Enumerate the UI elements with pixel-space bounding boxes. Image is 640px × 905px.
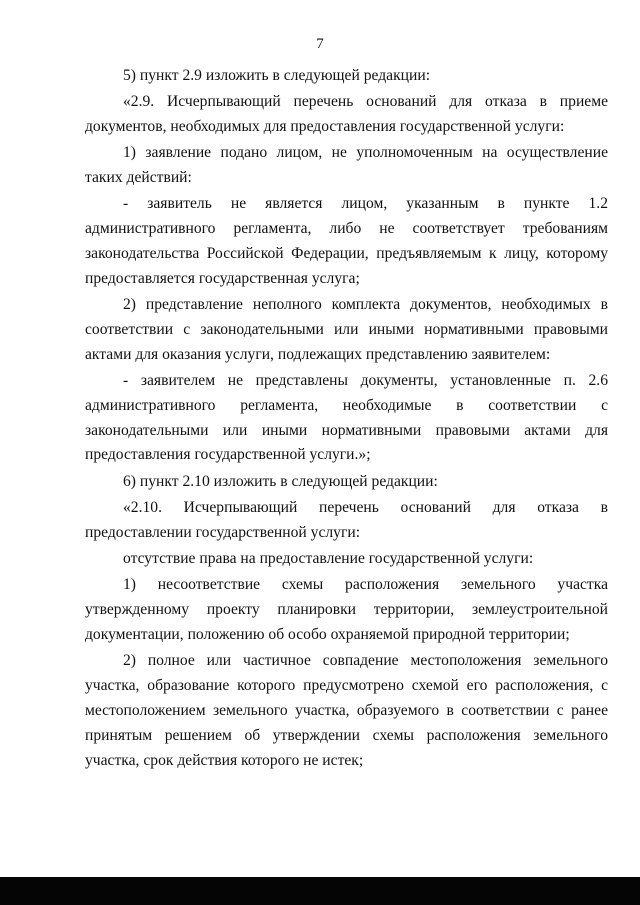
- paragraph-2-9-item-2-detail: - заявителем не представлены документы, установленные п. 2.6 административного регламента, необходимые в соответствии с законодательными или иными нормативными правовыми актами для предоставления государственной услуги.»;: [85, 372, 608, 464]
- paragraph-2-10-intro: отсутствие права на предоставление государственной услуги:: [123, 550, 534, 568]
- paragraph-2-10-title: «2.10. Исчерпывающий перечень оснований для отказа в предоставлении государственной услуги:: [85, 499, 608, 541]
- paragraph-2-10-item-1: 1) несоответствие схемы расположения земельного участка утвержденному проекту планировки территории, землеустроительной документации, положению об особо охраняемой природной территории;: [85, 576, 608, 644]
- paragraph-2-10-item-2: 2) полное или частичное совпадение местоположения земельного участка, образование которого предусмотрено схемой его расположения, с местоположением земельного участка, образуемого в соответствии с ранее принятым решением об утверждении схемы расположения земельного участка, срок действия которого не истек;: [85, 652, 608, 769]
- page-number: 7: [316, 36, 324, 52]
- paragraph-2-9-title: «2.9. Исчерпывающий перечень оснований для отказа в приеме документов, необходимых для предоставления государственной услуги:: [85, 93, 608, 136]
- paragraph-2-9-item-2: 2) представление неполного комплекта документов, необходимых в соответствии с законодательными или иными нормативными правовыми актами для оказания услуги, подлежащих представлению заявителем:: [85, 296, 608, 363]
- document-body: [85, 64, 608, 773]
- paragraph-amendment-5: 5) пункт 2.9 изложить в следующей редакции:: [123, 67, 431, 84]
- paragraph-2-9-item-1: 1) заявление подано лицом, не уполномоченным на осуществление таких действий:: [85, 144, 608, 187]
- paragraph-amendment-6: 6) пункт 2.10 изложить в следующей редакции:: [123, 472, 438, 490]
- scan-bottom-border: [0, 877, 640, 905]
- paragraph-2-9-item-1-detail: - заявитель не является лицом, указанным в пункте 1.2 административного регламента, либо не соответствует требованиям законодательства Российской Федерации, предъявляемым к лицу, которому предоставляется государственная услуга;: [85, 195, 608, 287]
